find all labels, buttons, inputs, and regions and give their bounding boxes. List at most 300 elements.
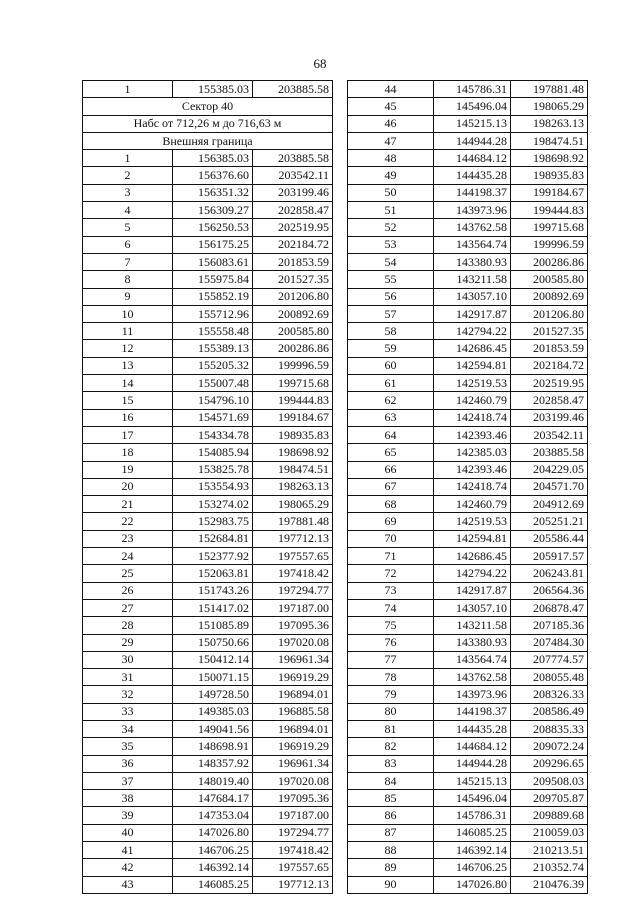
- y-coordinate-cell: 203885.58: [253, 81, 333, 98]
- x-coordinate-cell: 156309.27: [173, 202, 253, 219]
- y-coordinate-cell: 197712.13: [253, 530, 333, 547]
- x-coordinate-cell: 142594.81: [434, 530, 511, 547]
- point-number-cell: 1: [83, 150, 173, 167]
- coordinates-table-right-body: [348, 81, 588, 894]
- point-number-cell: 20: [83, 478, 173, 495]
- table-row: [348, 599, 588, 616]
- y-coordinate-cell: 200286.86: [253, 340, 333, 357]
- table-row: [83, 876, 333, 893]
- y-coordinate-cell: 197294.77: [253, 582, 333, 599]
- x-coordinate-cell: 142917.87: [434, 582, 511, 599]
- table-row: [348, 253, 588, 270]
- y-coordinate-cell: 200585.80: [253, 323, 333, 340]
- x-coordinate-cell: 150750.66: [173, 634, 253, 651]
- point-number-cell: 74: [348, 599, 434, 616]
- table-row: [348, 842, 588, 859]
- y-coordinate-cell: 197557.65: [253, 859, 333, 876]
- table-row: [83, 582, 333, 599]
- y-coordinate-cell: 202858.47: [253, 202, 333, 219]
- point-number-cell: 11: [83, 323, 173, 340]
- y-coordinate-cell: 198263.13: [511, 115, 588, 132]
- y-coordinate-cell: 209705.87: [511, 790, 588, 807]
- table-row: [83, 202, 333, 219]
- x-coordinate-cell: 144944.28: [434, 755, 511, 772]
- x-coordinate-cell: 143973.96: [434, 686, 511, 703]
- point-number-cell: 45: [348, 98, 434, 115]
- height-range: Набс от 712,26 м до 716,63 м: [83, 115, 333, 132]
- point-number-cell: 87: [348, 824, 434, 841]
- point-number-cell: 9: [83, 288, 173, 305]
- point-number-cell: 1: [83, 81, 173, 98]
- point-number-cell: 37: [83, 772, 173, 789]
- y-coordinate-cell: 197881.48: [253, 513, 333, 530]
- table-row: [83, 426, 333, 443]
- point-number-cell: 44: [348, 81, 434, 98]
- x-coordinate-cell: 142594.81: [434, 357, 511, 374]
- table-row: [83, 772, 333, 789]
- table-row: [348, 340, 588, 357]
- x-coordinate-cell: 146392.14: [173, 859, 253, 876]
- point-number-cell: 7: [83, 253, 173, 270]
- table-row: [83, 392, 333, 409]
- x-coordinate-cell: 144684.12: [434, 150, 511, 167]
- table-row: [348, 444, 588, 461]
- y-coordinate-cell: 210059.03: [511, 824, 588, 841]
- x-coordinate-cell: 155205.32: [173, 357, 253, 374]
- x-coordinate-cell: 156376.60: [173, 167, 253, 184]
- point-number-cell: 10: [83, 305, 173, 322]
- x-coordinate-cell: 142794.22: [434, 323, 511, 340]
- table-row: [348, 548, 588, 565]
- y-coordinate-cell: 202519.95: [511, 375, 588, 392]
- table-row: [83, 357, 333, 374]
- point-number-cell: 58: [348, 323, 434, 340]
- table-row: [348, 807, 588, 824]
- x-coordinate-cell: 143564.74: [434, 651, 511, 668]
- point-number-cell: 28: [83, 617, 173, 634]
- point-number-cell: 81: [348, 720, 434, 737]
- table-row: [348, 375, 588, 392]
- y-coordinate-cell: 207774.57: [511, 651, 588, 668]
- x-coordinate-cell: 154085.94: [173, 444, 253, 461]
- x-coordinate-cell: 155558.48: [173, 323, 253, 340]
- table-row: [83, 790, 333, 807]
- x-coordinate-cell: 143057.10: [434, 288, 511, 305]
- y-coordinate-cell: 205586.44: [511, 530, 588, 547]
- y-coordinate-cell: 197557.65: [253, 548, 333, 565]
- table-row: [348, 496, 588, 513]
- y-coordinate-cell: 209889.68: [511, 807, 588, 824]
- point-number-cell: 31: [83, 669, 173, 686]
- point-number-cell: 55: [348, 271, 434, 288]
- y-coordinate-cell: 198263.13: [253, 478, 333, 495]
- y-coordinate-cell: 200892.69: [253, 305, 333, 322]
- table-row: [83, 375, 333, 392]
- table-row: [83, 115, 333, 132]
- x-coordinate-cell: 154796.10: [173, 392, 253, 409]
- x-coordinate-cell: 142385.03: [434, 444, 511, 461]
- table-row: [348, 669, 588, 686]
- table-row: [83, 461, 333, 478]
- table-row: [348, 617, 588, 634]
- y-coordinate-cell: 199444.83: [253, 392, 333, 409]
- x-coordinate-cell: 153274.02: [173, 496, 253, 513]
- y-coordinate-cell: 200286.86: [511, 253, 588, 270]
- point-number-cell: 78: [348, 669, 434, 686]
- x-coordinate-cell: 149385.03: [173, 703, 253, 720]
- point-number-cell: 14: [83, 375, 173, 392]
- y-coordinate-cell: 207484.30: [511, 634, 588, 651]
- table-row: [348, 478, 588, 495]
- y-coordinate-cell: 198698.92: [253, 444, 333, 461]
- x-coordinate-cell: 145215.13: [434, 772, 511, 789]
- x-coordinate-cell: 156351.32: [173, 184, 253, 201]
- x-coordinate-cell: 149041.56: [173, 720, 253, 737]
- table-row: [83, 323, 333, 340]
- x-coordinate-cell: 146706.25: [173, 842, 253, 859]
- table-row: [348, 392, 588, 409]
- point-number-cell: 76: [348, 634, 434, 651]
- y-coordinate-cell: 210352.74: [511, 859, 588, 876]
- point-number-cell: 85: [348, 790, 434, 807]
- table-row: [348, 98, 588, 115]
- x-coordinate-cell: 156385.03: [173, 150, 253, 167]
- y-coordinate-cell: 199444.83: [511, 202, 588, 219]
- table-row: [348, 651, 588, 668]
- point-number-cell: 56: [348, 288, 434, 305]
- point-number-cell: 53: [348, 236, 434, 253]
- point-number-cell: 6: [83, 236, 173, 253]
- point-number-cell: 62: [348, 392, 434, 409]
- x-coordinate-cell: 148698.91: [173, 738, 253, 755]
- point-number-cell: 22: [83, 513, 173, 530]
- y-coordinate-cell: 197187.00: [253, 599, 333, 616]
- point-number-cell: 63: [348, 409, 434, 426]
- point-number-cell: 79: [348, 686, 434, 703]
- x-coordinate-cell: 155712.96: [173, 305, 253, 322]
- y-coordinate-cell: 202184.72: [253, 236, 333, 253]
- y-coordinate-cell: 197095.36: [253, 790, 333, 807]
- point-number-cell: 35: [83, 738, 173, 755]
- point-number-cell: 73: [348, 582, 434, 599]
- coordinates-table-left: [82, 80, 333, 894]
- coordinates-table-left-body: [83, 81, 333, 894]
- y-coordinate-cell: 207185.36: [511, 617, 588, 634]
- y-coordinate-cell: 198065.29: [253, 496, 333, 513]
- table-row: [348, 115, 588, 132]
- x-coordinate-cell: 155385.03: [173, 81, 253, 98]
- y-coordinate-cell: 198065.29: [511, 98, 588, 115]
- point-number-cell: 30: [83, 651, 173, 668]
- table-row: [83, 617, 333, 634]
- x-coordinate-cell: 142393.46: [434, 461, 511, 478]
- table-row: [348, 288, 588, 305]
- x-coordinate-cell: 142418.74: [434, 409, 511, 426]
- y-coordinate-cell: 197020.08: [253, 772, 333, 789]
- x-coordinate-cell: 143057.10: [434, 599, 511, 616]
- point-number-cell: 77: [348, 651, 434, 668]
- point-number-cell: 60: [348, 357, 434, 374]
- table-row: [83, 219, 333, 236]
- x-coordinate-cell: 142519.53: [434, 513, 511, 530]
- table-row: [348, 461, 588, 478]
- x-coordinate-cell: 145496.04: [434, 790, 511, 807]
- y-coordinate-cell: 198935.83: [511, 167, 588, 184]
- table-row: [348, 582, 588, 599]
- x-coordinate-cell: 150071.15: [173, 669, 253, 686]
- y-coordinate-cell: 196885.58: [253, 703, 333, 720]
- table-row: [83, 807, 333, 824]
- point-number-cell: 51: [348, 202, 434, 219]
- point-number-cell: 5: [83, 219, 173, 236]
- x-coordinate-cell: 142460.79: [434, 496, 511, 513]
- y-coordinate-cell: 199715.68: [511, 219, 588, 236]
- point-number-cell: 13: [83, 357, 173, 374]
- x-coordinate-cell: 142393.46: [434, 426, 511, 443]
- y-coordinate-cell: 204571.70: [511, 478, 588, 495]
- table-row: [348, 132, 588, 149]
- table-row: [83, 513, 333, 530]
- table-row: [348, 81, 588, 98]
- point-number-cell: 86: [348, 807, 434, 824]
- point-number-cell: 66: [348, 461, 434, 478]
- table-row: [348, 271, 588, 288]
- x-coordinate-cell: 143564.74: [434, 236, 511, 253]
- table-row: [83, 478, 333, 495]
- y-coordinate-cell: 209072.24: [511, 738, 588, 755]
- x-coordinate-cell: 147026.80: [173, 824, 253, 841]
- point-number-cell: 4: [83, 202, 173, 219]
- point-number-cell: 38: [83, 790, 173, 807]
- point-number-cell: 70: [348, 530, 434, 547]
- table-row: [83, 634, 333, 651]
- table-row: [348, 686, 588, 703]
- x-coordinate-cell: 143380.93: [434, 634, 511, 651]
- point-number-cell: 16: [83, 409, 173, 426]
- y-coordinate-cell: 196961.34: [253, 755, 333, 772]
- point-number-cell: 24: [83, 548, 173, 565]
- point-number-cell: 2: [83, 167, 173, 184]
- table-row: [348, 219, 588, 236]
- x-coordinate-cell: 146392.14: [434, 842, 511, 859]
- x-coordinate-cell: 144435.28: [434, 167, 511, 184]
- point-number-cell: 25: [83, 565, 173, 582]
- table-row: [83, 98, 333, 115]
- x-coordinate-cell: 151417.02: [173, 599, 253, 616]
- x-coordinate-cell: 148357.92: [173, 755, 253, 772]
- y-coordinate-cell: 200892.69: [511, 288, 588, 305]
- y-coordinate-cell: 202184.72: [511, 357, 588, 374]
- x-coordinate-cell: 152377.92: [173, 548, 253, 565]
- table-row: [83, 755, 333, 772]
- y-coordinate-cell: 197294.77: [253, 824, 333, 841]
- table-row: [348, 703, 588, 720]
- point-number-cell: 68: [348, 496, 434, 513]
- point-number-cell: 90: [348, 876, 434, 893]
- point-number-cell: 41: [83, 842, 173, 859]
- table-row: [83, 305, 333, 322]
- table-row: [83, 184, 333, 201]
- y-coordinate-cell: 198474.51: [253, 461, 333, 478]
- point-number-cell: 43: [83, 876, 173, 893]
- x-coordinate-cell: 145786.31: [434, 81, 511, 98]
- point-number-cell: 67: [348, 478, 434, 495]
- x-coordinate-cell: 142686.45: [434, 548, 511, 565]
- x-coordinate-cell: 154571.69: [173, 409, 253, 426]
- x-coordinate-cell: 142418.74: [434, 478, 511, 495]
- table-row: [83, 253, 333, 270]
- point-number-cell: 57: [348, 305, 434, 322]
- table-row: [348, 565, 588, 582]
- x-coordinate-cell: 156083.61: [173, 253, 253, 270]
- x-coordinate-cell: 151743.26: [173, 582, 253, 599]
- table-row: [83, 409, 333, 426]
- table-row: [83, 686, 333, 703]
- x-coordinate-cell: 151085.89: [173, 617, 253, 634]
- table-row: [348, 305, 588, 322]
- x-coordinate-cell: 143211.58: [434, 271, 511, 288]
- point-number-cell: 36: [83, 755, 173, 772]
- x-coordinate-cell: 144198.37: [434, 184, 511, 201]
- table-row: [83, 824, 333, 841]
- y-coordinate-cell: 199996.59: [511, 236, 588, 253]
- table-row: [348, 409, 588, 426]
- table-row: [348, 202, 588, 219]
- y-coordinate-cell: 201853.59: [253, 253, 333, 270]
- y-coordinate-cell: 196894.01: [253, 720, 333, 737]
- table-row: [348, 859, 588, 876]
- y-coordinate-cell: 201206.80: [511, 305, 588, 322]
- y-coordinate-cell: 208586.49: [511, 703, 588, 720]
- table-row: [83, 738, 333, 755]
- point-number-cell: 23: [83, 530, 173, 547]
- y-coordinate-cell: 197020.08: [253, 634, 333, 651]
- y-coordinate-cell: 202858.47: [511, 392, 588, 409]
- point-number-cell: 49: [348, 167, 434, 184]
- x-coordinate-cell: 146085.25: [173, 876, 253, 893]
- y-coordinate-cell: 201527.35: [511, 323, 588, 340]
- y-coordinate-cell: 203199.46: [253, 184, 333, 201]
- y-coordinate-cell: 205917.57: [511, 548, 588, 565]
- table-row: [83, 271, 333, 288]
- point-number-cell: 12: [83, 340, 173, 357]
- point-number-cell: 72: [348, 565, 434, 582]
- point-number-cell: 21: [83, 496, 173, 513]
- point-number-cell: 88: [348, 842, 434, 859]
- point-number-cell: 32: [83, 686, 173, 703]
- y-coordinate-cell: 209296.65: [511, 755, 588, 772]
- point-number-cell: 19: [83, 461, 173, 478]
- boundary-label: Внешняя граница: [83, 132, 333, 149]
- y-coordinate-cell: 198935.83: [253, 426, 333, 443]
- table-row: [83, 669, 333, 686]
- y-coordinate-cell: 208055.48: [511, 669, 588, 686]
- table-row: [348, 738, 588, 755]
- y-coordinate-cell: 203542.11: [511, 426, 588, 443]
- y-coordinate-cell: 199996.59: [253, 357, 333, 374]
- y-coordinate-cell: 198474.51: [511, 132, 588, 149]
- table-row: [348, 150, 588, 167]
- y-coordinate-cell: 200585.80: [511, 271, 588, 288]
- point-number-cell: 84: [348, 772, 434, 789]
- point-number-cell: 54: [348, 253, 434, 270]
- table-row: [83, 496, 333, 513]
- y-coordinate-cell: 206564.36: [511, 582, 588, 599]
- y-coordinate-cell: 199184.67: [511, 184, 588, 201]
- point-number-cell: 52: [348, 219, 434, 236]
- y-coordinate-cell: 210476.39: [511, 876, 588, 893]
- table-row: [83, 288, 333, 305]
- table-row: [83, 81, 333, 98]
- y-coordinate-cell: 199715.68: [253, 375, 333, 392]
- x-coordinate-cell: 142519.53: [434, 375, 511, 392]
- y-coordinate-cell: 210213.51: [511, 842, 588, 859]
- y-coordinate-cell: 197418.42: [253, 842, 333, 859]
- table-row: [348, 876, 588, 893]
- x-coordinate-cell: 155852.19: [173, 288, 253, 305]
- x-coordinate-cell: 146706.25: [434, 859, 511, 876]
- point-number-cell: 83: [348, 755, 434, 772]
- point-number-cell: 65: [348, 444, 434, 461]
- y-coordinate-cell: 201527.35: [253, 271, 333, 288]
- table-row: [348, 772, 588, 789]
- point-number-cell: 29: [83, 634, 173, 651]
- table-row: [83, 842, 333, 859]
- table-row: [348, 184, 588, 201]
- y-coordinate-cell: 197881.48: [511, 81, 588, 98]
- x-coordinate-cell: 145215.13: [434, 115, 511, 132]
- point-number-cell: 39: [83, 807, 173, 824]
- y-coordinate-cell: 199184.67: [253, 409, 333, 426]
- y-coordinate-cell: 201206.80: [253, 288, 333, 305]
- point-number-cell: 71: [348, 548, 434, 565]
- point-number-cell: 40: [83, 824, 173, 841]
- y-coordinate-cell: 209508.03: [511, 772, 588, 789]
- coordinates-table-right: [347, 80, 588, 894]
- y-coordinate-cell: 208835.33: [511, 720, 588, 737]
- point-number-cell: 59: [348, 340, 434, 357]
- x-coordinate-cell: 147684.17: [173, 790, 253, 807]
- x-coordinate-cell: 153825.78: [173, 461, 253, 478]
- y-coordinate-cell: 204912.69: [511, 496, 588, 513]
- point-number-cell: 3: [83, 184, 173, 201]
- y-coordinate-cell: 203885.58: [511, 444, 588, 461]
- point-number-cell: 17: [83, 426, 173, 443]
- y-coordinate-cell: 206878.47: [511, 599, 588, 616]
- y-coordinate-cell: 204229.05: [511, 461, 588, 478]
- table-row: [83, 599, 333, 616]
- y-coordinate-cell: 197095.36: [253, 617, 333, 634]
- y-coordinate-cell: 196919.29: [253, 738, 333, 755]
- table-row: [83, 236, 333, 253]
- x-coordinate-cell: 155389.13: [173, 340, 253, 357]
- table-row: [83, 167, 333, 184]
- x-coordinate-cell: 155975.84: [173, 271, 253, 288]
- point-number-cell: 69: [348, 513, 434, 530]
- x-coordinate-cell: 152063.81: [173, 565, 253, 582]
- x-coordinate-cell: 142794.22: [434, 565, 511, 582]
- x-coordinate-cell: 143762.58: [434, 219, 511, 236]
- y-coordinate-cell: 208326.33: [511, 686, 588, 703]
- x-coordinate-cell: 142686.45: [434, 340, 511, 357]
- point-number-cell: 34: [83, 720, 173, 737]
- point-number-cell: 48: [348, 150, 434, 167]
- x-coordinate-cell: 146085.25: [434, 824, 511, 841]
- page-number: 68: [313, 56, 327, 71]
- table-row: [83, 859, 333, 876]
- table-row: [83, 548, 333, 565]
- table-row: [348, 513, 588, 530]
